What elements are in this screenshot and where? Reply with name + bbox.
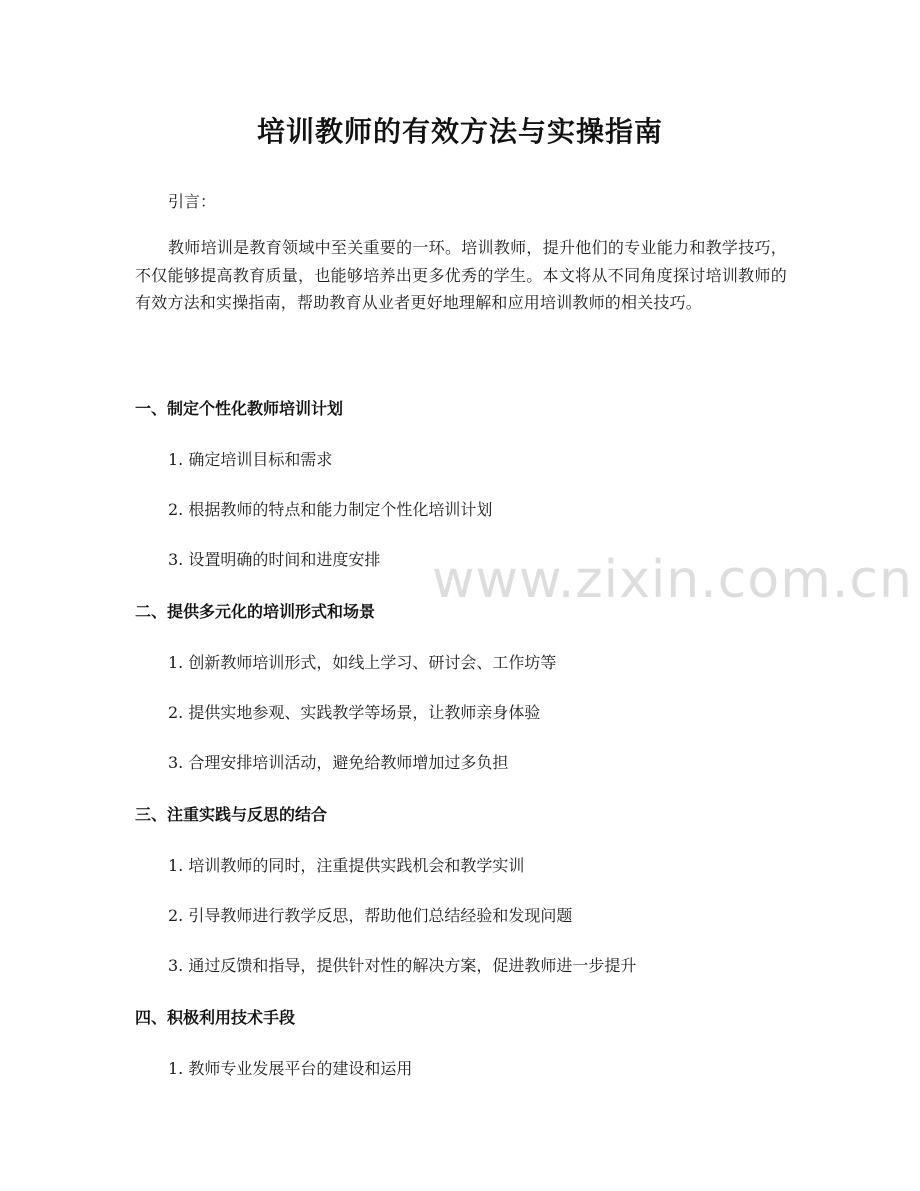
- list-item: 1. 培训教师的同时，注重提供实践机会和教学实训: [168, 856, 525, 875]
- intro-paragraph: 教师培训是教育领域中至关重要的一环。培训教师，提升他们的专业能力和教学技巧，不仅能够提高教育质量，也能够培养出更多优秀的学生。本文将从不同角度探讨培训教师的有效方法和实操指南，帮助教育从业者更好地理解和应用培训教师的相关技巧。: [135, 238, 787, 312]
- list-item: 2. 根据教师的特点和能力制定个性化培训计划: [168, 500, 493, 519]
- list-item: 2. 引导教师进行教学反思，帮助他们总结经验和发现问题: [168, 906, 573, 925]
- section-heading-4: 四、积极利用技术手段: [135, 1008, 296, 1027]
- intro-label: 引言：: [168, 192, 217, 211]
- document-title: 培训教师的有效方法与实操指南: [256, 115, 663, 148]
- section-heading-1: 一、制定个性化教师培训计划: [135, 399, 344, 418]
- list-item: 2. 提供实地参观、实践教学等场景，让教师亲身体验: [168, 703, 541, 722]
- list-item: 3. 通过反馈和指导，提供针对性的解决方案，促进教师进一步提升: [168, 956, 637, 975]
- list-item: 1. 教师专业发展平台的建设和运用: [168, 1059, 413, 1078]
- list-item: 3. 合理安排培训活动，避免给教师增加过多负担: [168, 753, 509, 772]
- list-item: 1. 创新教师培训形式，如线上学习、研讨会、工作坊等: [168, 653, 557, 672]
- section-heading-2: 二、提供多元化的培训形式和场景: [135, 602, 376, 621]
- watermark: www.zixin.com.cn: [432, 550, 913, 610]
- list-item: 1. 确定培训目标和需求: [168, 450, 333, 469]
- section-heading-3: 三、注重实践与反思的结合: [135, 805, 328, 824]
- list-item: 3. 设置明确的时间和进度安排: [168, 550, 381, 569]
